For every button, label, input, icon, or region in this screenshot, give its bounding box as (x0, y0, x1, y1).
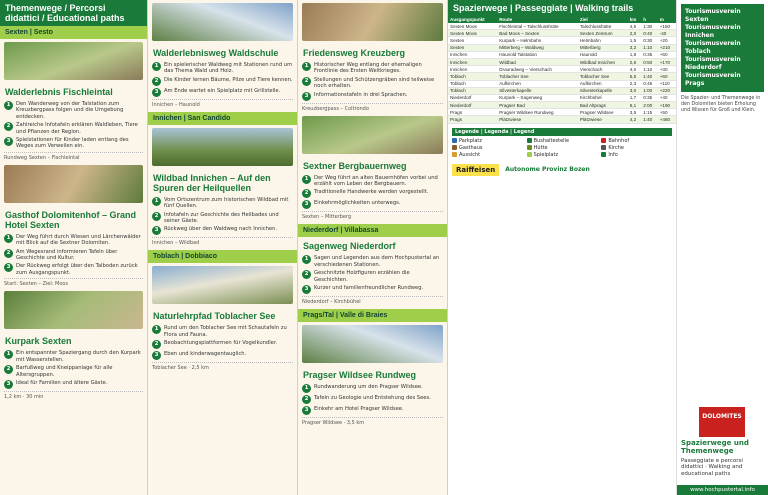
table-cell: 1,7 (628, 94, 642, 101)
legend-item (527, 145, 598, 151)
table-cell: Wildbad Innichen (578, 58, 628, 65)
table-cell: +110 (658, 80, 676, 87)
table-cell: 1:30 (641, 23, 657, 30)
sponsor-logos (452, 164, 672, 176)
table-cell: +220 (658, 87, 676, 94)
legend-label: Bahnhof (608, 137, 630, 144)
table-cell: Toblach (448, 80, 497, 87)
table-cell: 2,3 (628, 80, 642, 87)
table-cell: 3,0 (628, 87, 642, 94)
table-cell: Sexten Zentrum (578, 30, 628, 37)
section-heading: Prags/Tal | Valle di Braies (298, 309, 447, 322)
table-cell: Wildbad (497, 58, 578, 65)
table-cell: Toblach (448, 73, 497, 80)
column-walking-trails (448, 0, 676, 495)
column-header: Ausgangspunkt (448, 16, 497, 23)
legend-symbol-icon (452, 152, 457, 157)
legend-symbol-icon (527, 152, 532, 157)
table-cell: Talschlusshütte (578, 23, 628, 30)
route-meta: Niederdorf – Kirchbühel (302, 296, 443, 305)
list-item: 1 Der Weg führt an alten Bauernhöfen vorbei und erzählt vom Leben der Bergbauern. (302, 175, 443, 188)
column-header: Ziel (578, 16, 628, 23)
section-heading: Niederdorf | Villabassa (298, 224, 447, 237)
route-meta: Innichen – Wildbad (152, 237, 293, 246)
table-row (448, 30, 676, 37)
column-niederdorf (298, 0, 448, 495)
table-row (448, 44, 676, 51)
table-cell: Innichen (448, 66, 497, 73)
legend-item (601, 152, 672, 158)
table-cell: +20 (658, 37, 676, 44)
table-cell: +210 (658, 44, 676, 51)
list-item: 3 Am Ende wartet ein Spielplatz mit Grillstelle. (152, 88, 293, 97)
legend-label: Bushaltestelle (533, 137, 570, 144)
list-item: 2 Tafeln zu Geologie und Entstehung des Sees. (302, 395, 443, 404)
route-meta: Innichen – Haunold (152, 99, 293, 108)
legend-item (527, 152, 598, 158)
table-cell: Sexten (448, 44, 497, 51)
table-cell: 0:40 (641, 30, 657, 37)
legend-label: Hütte (533, 144, 548, 151)
route-title: Wildbad Innichen – Auf den Spuren der Heilquellen (153, 172, 271, 193)
table-cell: 1:40 (641, 73, 657, 80)
table-cell: 0:35 (641, 51, 657, 58)
route-title: Kurpark Sexten (5, 336, 72, 347)
legend-label: Gasthaus (459, 144, 483, 151)
table-cell: Toblacher See (497, 73, 578, 80)
table-cell: 1:40 (641, 116, 657, 123)
column-innichen (148, 0, 298, 495)
legend-symbol-icon (527, 145, 532, 150)
list-item: 1 Rund um den Toblacher See mit Schautafeln zu Flora und Fauna. (152, 325, 293, 338)
table-cell: Kirchbühel (578, 94, 628, 101)
table-cell: Prags (448, 109, 497, 116)
dolomites-badge: DOLOMITES (699, 407, 745, 437)
table-cell: +190 (658, 102, 676, 109)
legend-item (452, 138, 523, 144)
table-cell: Haunold Talstation (497, 51, 578, 58)
table-cell: Plätzwiese (578, 116, 628, 123)
trail-photo (302, 325, 443, 363)
table-cell: 0:35 (641, 94, 657, 101)
table-row (448, 66, 676, 73)
route-meta: Pragser Wildsee · 3,5 km (302, 417, 443, 426)
table-row (448, 109, 676, 116)
table-cell: 4,0 (628, 66, 642, 73)
table-cell: Kurpark – Sagenweg (497, 94, 578, 101)
table-cell: 4,5 (628, 23, 642, 30)
table-row (448, 51, 676, 58)
route-title: Gasthof Dolomitenhof – Grand Hotel Sexten (5, 209, 137, 230)
table-cell: 1:00 (641, 87, 657, 94)
table-title: Spazierwege | Passeggiate | Walking trails (448, 0, 676, 16)
trails-table (448, 16, 676, 124)
table-cell: +150 (658, 23, 676, 30)
legend-symbol-icon (601, 138, 606, 143)
legend-item (601, 138, 672, 144)
route-meta: Toblacher See · 2,5 km (152, 362, 293, 371)
legend-label: Spielplatz (533, 151, 559, 158)
table-row (448, 116, 676, 123)
table-row (448, 80, 676, 87)
column-header: km (628, 16, 642, 23)
table-cell: 1,8 (628, 51, 642, 58)
list-item: 3 Kurzer und familienfreundlicher Rundweg. (302, 285, 443, 294)
trail-photo (4, 291, 143, 329)
table-cell: 4,2 (628, 116, 642, 123)
table-cell: Pragser Wildsee (578, 109, 628, 116)
trail-photo (152, 128, 293, 166)
table-cell: +60 (658, 51, 676, 58)
table-cell: 1,5 (628, 37, 642, 44)
table-cell: Aufkirchen (578, 80, 628, 87)
table-cell: Aufkirchen (497, 80, 578, 87)
table-cell: Prags (448, 116, 497, 123)
table-cell: Toblacher See (578, 73, 628, 80)
contact-line: Tourismusverein Prags (685, 72, 741, 87)
list-item: 2 Am Wegesrand informieren Tafeln über Geschichte und Kultur. (4, 249, 143, 262)
table-cell: Bad Altprags (578, 102, 628, 109)
table-cell: Innichen (448, 51, 497, 58)
header-band: Themenwege / Percorsi didattici / Educational paths (0, 0, 147, 26)
table-cell: Pragser Wildsee Rundweg (497, 109, 578, 116)
trail-photo (302, 3, 443, 41)
table-cell: Mitterberg (578, 44, 628, 51)
list-item: 3 Informationstafeln in drei Sprachen. (302, 92, 443, 101)
table-cell: Haunold (578, 51, 628, 58)
table-cell: 1:10 (641, 44, 657, 51)
province-logo: Autonome Provinz Bozen (505, 166, 590, 174)
contact-box (681, 4, 764, 92)
list-item: 1 Sagen und Legenden aus dem Hochpustertal an verschiedenen Stationen. (302, 255, 443, 268)
table-cell: Mitterberg – Waldweg (497, 44, 578, 51)
route-title: Walderlebnisweg Waldschule (153, 48, 279, 58)
legend-symbol-icon (452, 145, 457, 150)
table-cell: Sexten Moos (448, 23, 497, 30)
table-cell: +30 (658, 66, 676, 73)
list-item: 2 Infotafeln zur Geschichte des Heilbades und seiner Gäste. (152, 212, 293, 225)
list-item: 2 Zahlreiche Infotafeln erklären Waldleben, Tiere und Pflanzen der Region. (4, 122, 143, 135)
table-cell: Sexten Moos (448, 30, 497, 37)
table-cell: 0:30 (641, 37, 657, 44)
table-cell: Fischleintal – Talschlusshütte (497, 23, 578, 30)
table-row (448, 87, 676, 94)
table-cell: Niederdorf (448, 102, 497, 109)
table-row (448, 23, 676, 30)
list-item: 2 Die Kinder lernen Bäume, Pilze und Tiere kennen. (152, 77, 293, 86)
table-cell: 0:45 (641, 80, 657, 87)
table-cell: Toblach (448, 87, 497, 94)
contact-line: Tourismusverein Sexten (685, 8, 741, 23)
trail-photo (302, 116, 443, 154)
route-title: Sagenweg Niederdorf (303, 241, 396, 252)
table-row (448, 37, 676, 44)
raiffeisen-logo: Raiffeisen (452, 164, 499, 176)
list-item: 2 Barfußweg und Kneippanlage für alle Altersgruppen. (4, 365, 143, 378)
column-header: h (641, 16, 657, 23)
section-heading: Toblach | Dobbiaco (148, 250, 297, 263)
legend (452, 128, 672, 158)
table-cell: 6,1 (628, 102, 642, 109)
trail-photo (152, 3, 293, 41)
route-meta: Sexten – Mitterberg (302, 211, 443, 220)
list-item: 1 Ein spielerischer Waldweg mit Stationen rund um das Thema Wald und Holz. (152, 62, 293, 75)
table-cell: 2,0 (628, 30, 642, 37)
list-item: 3 Spielstationen für Kinder laden entlang des Weges zum Verweilen ein. (4, 137, 143, 150)
website-footer[interactable]: www.hochpustertal.info (677, 485, 768, 495)
route-title: Friedensweg Kreuzberg (303, 48, 406, 58)
table-row (448, 73, 676, 80)
table-cell: 3,5 (628, 109, 642, 116)
table-row (448, 94, 676, 101)
table-cell: 2,6 (628, 58, 642, 65)
list-item: 3 Einkehr am Hotel Pragser Wildsee. (302, 406, 443, 415)
trail-photo (4, 42, 143, 80)
table-cell: Silvesterkapelle (497, 87, 578, 94)
contact-line: Tourismusverein Niederdorf (685, 56, 741, 71)
list-item: 1 Ein entspannter Spaziergang durch den Kurpark mit Wasserstellen. (4, 350, 143, 363)
trail-photo (152, 266, 293, 304)
column-header: Route (497, 16, 578, 23)
table-cell: Plätzwiese (497, 116, 578, 123)
route-title: Naturlehrpfad Toblacher See (153, 311, 276, 322)
route-meta: Kreuzbergpass – Coltrondo (302, 103, 443, 112)
table-cell: Pragser Bad (497, 102, 578, 109)
column-header: m (658, 16, 676, 23)
list-item: 3 Der Rückweg erfolgt über den Talboden zurück zum Ausgangspunkt. (4, 263, 143, 276)
list-item: 1 Vom Ortszentrum zum historischen Wildbad mit fünf Quellen. (152, 197, 293, 210)
contact-line: Tourismusverein Toblach (685, 40, 741, 55)
brochure-subtitle: Passeggiate e percorsi didattici · Walking and educational paths (681, 457, 743, 477)
table-cell: +50 (658, 109, 676, 116)
table-cell: 3,2 (628, 44, 642, 51)
legend-label: Info (608, 151, 618, 158)
table-cell: +40 (658, 94, 676, 101)
section-heading: Sexten | Sesto (0, 26, 147, 39)
table-cell: 2:00 (641, 102, 657, 109)
table-row (448, 58, 676, 65)
intro-text: Die Spazier- und Themenwege in den Dolomiten bieten Erholung und Wissen für Groß und Klein. (681, 96, 761, 113)
table-cell: Niederdorf (448, 94, 497, 101)
route-meta: 1,2 km · 30 min (4, 391, 143, 400)
list-item: 2 Traditionelle Handwerke werden vorgestellt. (302, 189, 443, 198)
list-item: 2 Beobachtungsplattformen für Vogelkundler. (152, 340, 293, 349)
table-cell: 1:10 (641, 66, 657, 73)
legend-title: Legende | Legenda | Legend (452, 128, 672, 136)
table-cell: -40 (658, 30, 676, 37)
legend-label: Kirche (608, 144, 624, 151)
table-cell: Vierschach (578, 66, 628, 73)
column-cover (676, 0, 768, 495)
list-item: 1 Der Weg führt durch Wiesen und Lärchenwälder mit Blick auf die Sextner Dolomiten. (4, 234, 143, 247)
legend-symbol-icon (601, 152, 606, 157)
table-cell: +480 (658, 116, 676, 123)
route-meta: Start: Sexten – Ziel: Moos (4, 278, 143, 287)
legend-label: Aussicht (459, 151, 481, 158)
list-item: 2 Stellungen und Schützengräben sind teilweise noch erhalten. (302, 77, 443, 90)
table-cell: +170 (658, 58, 676, 65)
table-cell: Helmbahn (578, 37, 628, 44)
list-item: 1 Rundwanderung um den Pragser Wildsee. (302, 384, 443, 393)
list-item: 3 Eben und kinderwagentauglich. (152, 351, 293, 360)
table-cell: Kurpark – Helmbahn (497, 37, 578, 44)
table-cell: 0:50 (641, 58, 657, 65)
column-sexten (0, 0, 148, 495)
legend-symbol-icon (601, 145, 606, 150)
route-title: Walderlebnis Fischleintal (5, 87, 113, 97)
table-cell: 5,5 (628, 73, 642, 80)
table-cell: Sexten (448, 37, 497, 44)
route-title: Sextner Bergbauernweg (303, 160, 407, 171)
table-cell: Drauradweg – Vierschach (497, 66, 578, 73)
contact-line: Tourismusverein Innichen (685, 24, 741, 39)
legend-item (452, 145, 523, 151)
legend-label: Parkplatz (459, 137, 483, 144)
list-item: 2 Geschnitzte Holzfiguren erzählen die Geschichten. (302, 270, 443, 283)
list-item: 1 Historischer Weg entlang der ehemaligen Frontlinie des Ersten Weltkrieges. (302, 62, 443, 75)
trail-photo (4, 165, 143, 203)
list-item: 1 Den Wanderweg von der Talstation zum Kreuzbergpass folgen und die Umgebung entdecken. (4, 101, 143, 120)
table-cell: 1:15 (641, 109, 657, 116)
table-cell: +60 (658, 73, 676, 80)
table-row (448, 102, 676, 109)
list-item: 3 Einkehrmöglichkeiten unterwegs. (302, 200, 443, 209)
brochure-title: Spazierwege und Themenwege (681, 439, 749, 455)
legend-item (601, 145, 672, 151)
table-cell: Silvesterkapelle (578, 87, 628, 94)
table-cell: Bad Moos – Sexten (497, 30, 578, 37)
section-heading: Innichen | San Candido (148, 112, 297, 125)
list-item: 3 Ideal für Familien und ältere Gäste. (4, 380, 143, 389)
route-meta: Rundweg Sexten – Fischleintal (4, 152, 143, 161)
legend-symbol-icon (527, 138, 532, 143)
legend-symbol-icon (452, 138, 457, 143)
list-item: 3 Rückweg über den Waldweg nach Innichen. (152, 226, 293, 235)
legend-item (452, 152, 523, 158)
route-title: Pragser Wildsee Rundweg (303, 370, 416, 381)
table-cell: Innichen (448, 58, 497, 65)
legend-item (527, 138, 598, 144)
